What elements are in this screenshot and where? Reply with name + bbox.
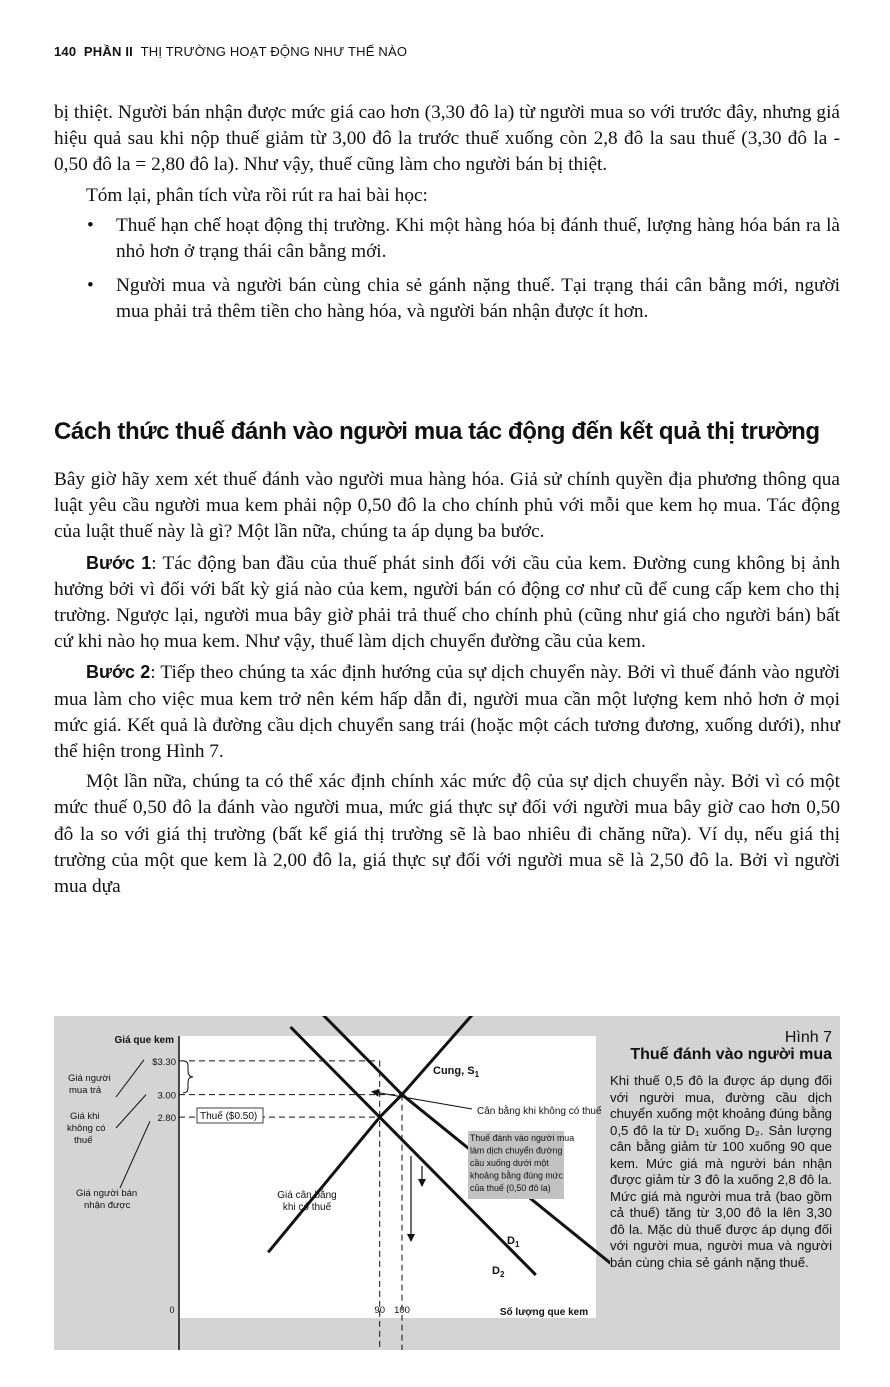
page-number: 140 — [54, 44, 77, 59]
tax-label: Thuế ($0.50) — [200, 1111, 258, 1122]
shift-note-line: cầu xuống dưới một — [470, 1158, 549, 1168]
shift-note-line: của thuế (0,50 đô la) — [470, 1183, 551, 1193]
buyer-price-label-1: Giá người — [68, 1073, 111, 1084]
y-axis-label: Giá que kem — [114, 1035, 174, 1046]
paragraph-2: Tóm lại, phân tích vừa rồi rút ra hai bài học: — [86, 184, 428, 206]
figure-number: Hình 7 — [784, 1029, 832, 1046]
figure-title: Thuế đánh vào người mua — [630, 1045, 832, 1063]
paragraph-step-2 — [54, 659, 840, 765]
paragraph-3: Bây giờ hãy xem xét thuế đánh vào người mua hàng hóa. Giả sử chính quyền địa phương thông qua luật yêu cầu người mua kem phải nộp 0,50 đô la cho chính phủ với mỗi que kem họ mua. Tác động của luật thuế này là gì? Một lần nữa, chúng ta áp dụng ba bước. — [54, 469, 840, 543]
text-block-main — [54, 467, 840, 900]
section-heading: Cách thức thuế đánh vào người mua tác động đến kết quả thị trường — [54, 418, 820, 445]
y-tick-label: 3.00 — [157, 1090, 176, 1102]
step-1-label: Bước 1 — [86, 552, 152, 573]
eq-tax-label-1: Giá cân bằng — [277, 1190, 337, 1201]
no-tax-price-label-2: không có — [67, 1123, 106, 1134]
paragraph-1: bị thiệt. Người bán nhận được mức giá cao hơn (3,30 đô la) từ người mua so với trước đây, nhưng giá hiệu quả sau khi nộp thuế giảm từ 3,00 đô la trước thuế xuống còn 2,8 đô la sau thuế (3,30 đô la - 0,50 đô la = 2,80 đô la). Như vậy, thuế cũng làm cho người bán bị thiệt. — [54, 102, 840, 176]
no-tax-price-pointer — [116, 1095, 146, 1128]
shift-note-line: khoảng bằng đúng mức — [470, 1170, 563, 1181]
eq-tax-label-2: khi có thuế — [282, 1202, 332, 1213]
origin-label: 0 — [169, 1305, 175, 1315]
paragraph-step-1 — [54, 550, 840, 656]
bullet-item-1: • Thuế hạn chế hoạt động thị trường. Khi một hàng hóa bị đánh thuế, lượng hàng hóa bán ra là nhỏ hơn ở trạng thái cân bằng mới. — [87, 214, 840, 263]
paragraph-4: Một lần nữa, chúng ta có thể xác định chính xác mức độ của sự dịch chuyển này. Bởi vì có một mức thuế 0,50 đô la đánh vào người mua, mức giá thực sự đối với người mua bây giờ cao hơn 0,50 đô la so với giá thị trường (bất kể giá thị trường sẽ là bao nhiêu đi chăng nữa). Ví dụ, nếu giá thị trường của một que kem là 2,00 đô la, giá thực sự đối với người mua sẽ là 2,50 đô la. Bởi vì người mua dựa — [54, 771, 840, 898]
x-tick-label: 100 — [394, 1305, 410, 1316]
text-block-top — [54, 100, 840, 326]
buyer-price-pointer — [116, 1060, 144, 1097]
section-title: THỊ TRƯỜNG HOẠT ĐỘNG NHƯ THẾ NÀO — [140, 44, 408, 59]
buyer-price-label-2: mua trả — [69, 1085, 102, 1096]
y-tick-label: 2.80 — [157, 1113, 176, 1125]
figure-caption-text: Khi thuế 0,5 đô la được áp dụng đối với người mua, đường cầu dịch chuyển xuống một khoảng đúng bằng 0,5 đô la từ D₁ xuống D₂. Sản lượng cân bằng giảm từ 100 xuống 90 que kem. Mức giá mà người bán nhận được giảm từ 3 đô la xuống 2,8 đô la. Mức giá mà người mua trả (bao gồm cả thuế) tăng từ 3,00 đô la lên 3,30 đô la. Mặc dù thuế được áp dụng đối với người mua, người mua và người bán cùng chia sẻ gánh nặng thuế. — [610, 1073, 832, 1270]
eq-no-tax-pointer — [372, 1092, 472, 1109]
x-tick-label: 90 — [374, 1305, 385, 1316]
shift-note-line: Thuế đánh vào người mua — [470, 1133, 575, 1143]
bullet-1-text: Thuế hạn chế hoạt động thị trường. Khi một hàng hóa bị đánh thuế, lượng hàng hóa bán ra là nhỏ hơn ở trạng thái cân bằng mới. — [116, 214, 840, 263]
y-tick-label: $3.30 — [152, 1056, 176, 1068]
tax-brace — [183, 1061, 193, 1093]
figure-caption — [610, 1030, 832, 1271]
figure-7 — [54, 1016, 840, 1350]
seller-price-label-2: nhận được — [84, 1200, 131, 1211]
label-demand-1: $D_1$ — [507, 1235, 520, 1249]
bullet-2-text: Người mua và người bán cùng chia sẻ gánh nặng thuế. Tại trạng thái cân bằng mới, người mua phải trả thêm tiền cho hàng hóa, và người bán nhận được ít hơn. — [116, 275, 840, 323]
chart-svg — [54, 1016, 610, 1350]
shift-note-line: làm dịch chuyển đường — [470, 1145, 563, 1156]
label-supply: Cung, $S_1$ — [433, 1065, 480, 1079]
no-tax-price-label-3: thuế — [74, 1135, 93, 1146]
eq-no-tax-label: Cân bằng khi không có thuế — [477, 1106, 602, 1117]
step-1-text: : Tác động ban đầu của thuế phát sinh đối với cầu của kem. Đường cung không bị ảnh hưởng bởi vì đối với bất kỳ giá nào của kem, người bán có động cơ như cũ để cung cấp kem cho thị trường. Ngược lại, người mua bây giờ phải trả thuế cho chính phủ (cũng như giá cho người bán) bất cứ khi nào họ mua kem. Như vậy, thuế làm dịch chuyển đường cầu của kem. — [54, 552, 840, 653]
no-tax-price-label-1: Giá khi — [70, 1111, 100, 1122]
part-label: PHẦN II — [83, 44, 133, 59]
step-2-label: Bước 2 — [86, 662, 151, 683]
step-2-text: : Tiếp theo chúng ta xác định hướng của sự dịch chuyển này. Bởi vì thuế đánh vào người mua làm cho việc mua kem trở nên kém hấp dẫn đi, người mua cần một lượng kem nhỏ hơn ở mọi mức giá. Kết quả là đường cầu dịch chuyển sang trái (hoặc một cách tương đương, xuống dưới), như thể hiện trong Hình 7. — [54, 662, 841, 763]
seller-price-label-1: Giá người bán — [76, 1188, 138, 1199]
running-header — [54, 44, 407, 59]
x-axis-label: Số lượng que kem — [499, 1307, 589, 1318]
label-demand-2: $D_2$ — [492, 1265, 505, 1279]
bullet-item-2: • Người mua và người bán cùng chia sẻ gánh nặng thuế. Tại trạng thái cân bằng mới, người mua phải trả thêm tiền cho hàng hóa, và người bán nhận được ít hơn. — [87, 275, 840, 323]
seller-price-pointer — [120, 1121, 150, 1188]
